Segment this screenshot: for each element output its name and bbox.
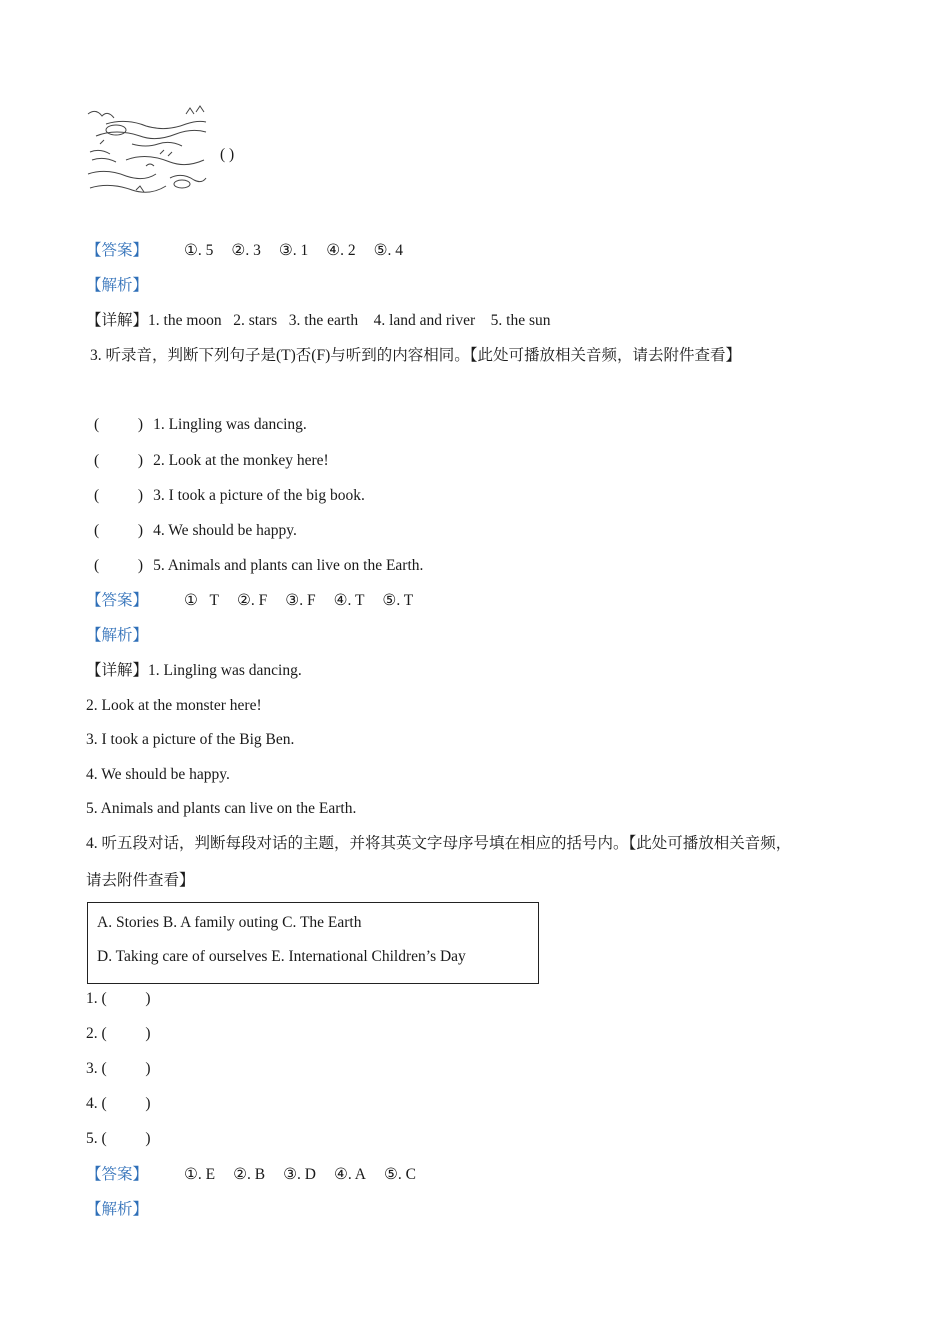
q4-options-line: A. Stories B. A family outing C. The Earth (97, 914, 362, 931)
answer-item: ②. B (233, 1166, 266, 1183)
q4-analysis-label: 【解析】 (86, 1201, 149, 1218)
q3-title: 3. 听录音，判断下列句子是(T)否(F)与听到的内容相同。【此处可播放相关音频，请去附件查看】 (90, 347, 741, 364)
q3-detail-line: 2. Look at the monster here! (86, 697, 262, 714)
q3-detail-line: 4. We should be happy. (86, 766, 230, 783)
q3-item (94, 556, 423, 576)
answer-item: ③. D (283, 1166, 316, 1183)
answer-item: ① T (184, 592, 220, 609)
detail-label: 【详解】 (86, 312, 149, 329)
answer-item: ⑤. 4 (373, 242, 404, 259)
detail-text: 1. the moon 2. stars 3. the earth 4. land and river 5. the sun (148, 312, 551, 329)
answer-item: ②. 3 (231, 242, 261, 259)
answer-item: ④. A (333, 1166, 366, 1183)
q4-blank[interactable]: 2. ( ) (86, 1025, 151, 1042)
q4-title: 4. 听五段对话，判断每段对话的主题，并将其英文字母序号填在相应的括号内。【此处可播放相关音频， (86, 835, 792, 852)
answer-blank[interactable]: ( ) (94, 522, 144, 539)
answer-label: 【答案】 (86, 592, 149, 609)
land-and-river-illustration (86, 104, 208, 200)
q4-title-cont: 请去附件查看】 (86, 872, 195, 889)
answer-blank[interactable]: ( ) (94, 557, 144, 574)
q3-detail-row (86, 661, 302, 681)
answer-blank[interactable]: ( ) (94, 487, 144, 504)
q4-blank[interactable]: 1. ( ) (86, 990, 151, 1007)
answer-item: ②. F (237, 592, 268, 609)
answer-blank[interactable]: ( ) (94, 452, 144, 469)
item-text: 2. Look at the monkey here! (153, 452, 329, 469)
q2-answer-row (86, 241, 403, 261)
item-text: 1. Lingling was dancing. (153, 416, 307, 433)
q4-blank[interactable]: 5. ( ) (86, 1130, 151, 1147)
answer-item: ①. E (184, 1166, 216, 1183)
q3-item (94, 486, 365, 506)
detail-label: 【详解】 (86, 662, 149, 679)
q4-options-line: D. Taking care of ourselves E. International Children’s Day (97, 948, 466, 965)
q2-analysis-label: 【解析】 (86, 277, 149, 294)
answer-item: ③. F (285, 592, 316, 609)
q4-answer-row (86, 1165, 416, 1185)
answer-item: ⑤. T (382, 592, 414, 609)
answer-item: ①. 5 (184, 242, 214, 259)
answer-label: 【答案】 (86, 1166, 149, 1183)
item-text: 5. Animals and plants can live on the Earth. (153, 557, 424, 574)
q3-detail-line: 3. I took a picture of the Big Ben. (86, 731, 295, 748)
q2-detail-row (86, 311, 551, 331)
answer-item: ⑤. C (383, 1166, 416, 1183)
q3-answer-row (86, 591, 413, 611)
detail-text: 1. Lingling was dancing. (148, 662, 302, 679)
answer-item: ④. T (333, 592, 365, 609)
item-text: 4. We should be happy. (153, 522, 297, 539)
q3-item (94, 521, 297, 541)
q4-blank[interactable]: 4. ( ) (86, 1095, 151, 1112)
q4-blank[interactable]: 3. ( ) (86, 1060, 151, 1077)
q3-analysis-label: 【解析】 (86, 627, 149, 644)
item-text: 3. I took a picture of the big book. (153, 487, 365, 504)
answer-blank[interactable]: ( ) (94, 416, 144, 433)
q3-item (94, 451, 329, 471)
answer-label: 【答案】 (86, 242, 149, 259)
answer-item: ④. 2 (326, 242, 356, 259)
picture-answer-blank[interactable]: ( ) (220, 146, 235, 163)
q3-item (94, 415, 307, 435)
answer-item: ③. 1 (278, 242, 309, 259)
q3-detail-line: 5. Animals and plants can live on the Earth. (86, 800, 357, 817)
